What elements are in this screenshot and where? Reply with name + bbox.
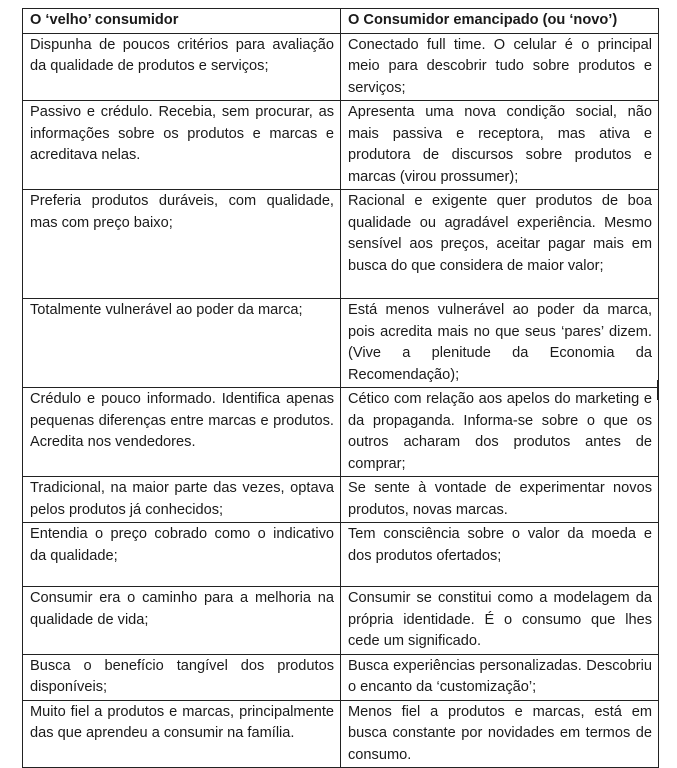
old-consumer-cell: Crédulo e pouco informado. Identifica apenas pequenas diferenças entre marcas e produtos. Acredita nos vendedores. [23,388,341,477]
old-consumer-cell: Totalmente vulnerável ao poder da marca; [23,299,341,388]
table-row [23,299,659,388]
table-row [23,101,659,190]
header-row [23,9,659,34]
table-row [23,587,659,655]
table-row [23,523,659,587]
table-row [23,700,659,768]
new-consumer-cell: Apresenta uma nova condição social, não mais passiva e receptora, mas ativa e produtora de discursos sobre produtos e marcas (virou prossumer); [341,101,659,190]
table-body [23,33,659,768]
new-consumer-cell: Menos fiel a produtos e marcas, está em busca constante por novidades em termos de consumo. [341,700,659,768]
old-consumer-cell: Tradicional, na maior parte das vezes, optava pelos produtos já conhecidos; [23,477,341,523]
table-row [23,388,659,477]
table-row [23,190,659,299]
old-consumer-cell: Busca o benefício tangível dos produtos disponíveis; [23,654,341,700]
new-consumer-cell: Racional e exigente quer produtos de boa qualidade ou agradável experiência. Mesmo sensível aos preços, aceitar pagar mais em busca do que considera de maior valor; [341,190,659,299]
old-consumer-cell: Preferia produtos duráveis, com qualidade, mas com preço baixo; [23,190,341,299]
old-consumer-cell: Passivo e crédulo. Recebia, sem procurar, as informações sobre os produtos e marcas e acreditava nelas. [23,101,341,190]
new-consumer-cell: Tem consciência sobre o valor da moeda e dos produtos ofertados; [341,523,659,587]
header-new-consumer: O Consumidor emancipado (ou ‘novo’) [341,9,659,34]
new-consumer-cell: Busca experiências personalizadas. Descobriu o encanto da ‘customização’; [341,654,659,700]
old-consumer-cell: Dispunha de poucos critérios para avaliação da qualidade de produtos e serviços; [23,33,341,101]
table-row [23,33,659,101]
old-consumer-cell: Consumir era o caminho para a melhoria na qualidade de vida; [23,587,341,655]
new-consumer-cell: Está menos vulnerável ao poder da marca, pois acredita mais no que seus ‘pares’ dizem. (Vive a plenitude da Economia da Recomendação); [341,299,659,388]
new-consumer-cell: Consumir se constitui como a modelagem da própria identidade. É o consumo que lhes cede um significado. [341,587,659,655]
comparison-table [22,8,659,768]
header-old-consumer: O ‘velho’ consumidor [23,9,341,34]
table-row [23,654,659,700]
table-header [23,9,659,34]
old-consumer-cell: Entendia o preço cobrado como o indicativo da qualidade; [23,523,341,587]
new-consumer-cell: Conectado full time. O celular é o principal meio para descobrir tudo sobre produtos e serviços; [341,33,659,101]
new-consumer-cell: Cético com relação aos apelos do marketing e da propaganda. Informa-se sobre o que os outros acharam dos produtos antes de comprar; [341,388,659,477]
new-consumer-cell: Se sente à vontade de experimentar novos produtos, novas marcas. [341,477,659,523]
table-row [23,477,659,523]
text-cursor-mark [657,380,659,400]
old-consumer-cell: Muito fiel a produtos e marcas, principalmente das que aprendeu a consumir na família. [23,700,341,768]
